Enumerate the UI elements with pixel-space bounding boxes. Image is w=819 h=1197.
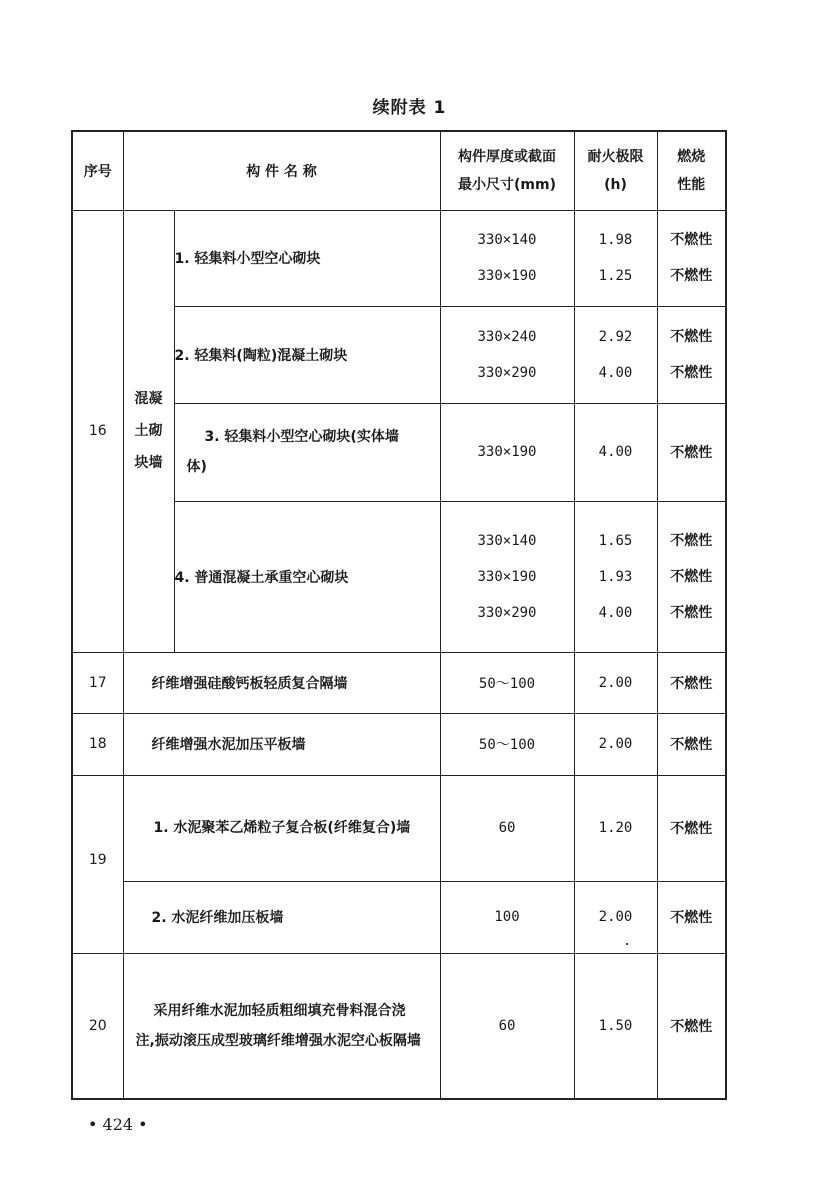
header-no: 序号 — [72, 131, 123, 210]
row16-item4-fire-b: 1.93 — [598, 568, 633, 585]
row16-category-line1: 混凝 — [134, 391, 163, 407]
row16-item2-fire-b: 4.00 — [598, 364, 633, 381]
stray-dot — [626, 943, 628, 945]
row19-item1-fire: 1.20 — [574, 775, 657, 881]
row17-name: 纤维增强硅酸钙板轻质复合隔墙 — [123, 652, 440, 713]
row18-fire: 2.00 — [574, 713, 657, 775]
row19-item2-size: 100 — [440, 881, 574, 953]
header-fire-line2: (h) — [604, 176, 627, 193]
row19-item1-burn: 不燃性 — [657, 775, 726, 881]
row16-item1-size-a: 330×140 — [477, 232, 537, 248]
row16-item1-burn-b: 不燃性 — [670, 268, 713, 284]
row16-item4-fire-a: 1.65 — [598, 532, 633, 549]
row16-item2-fire-a: 2.92 — [598, 328, 633, 345]
header-thickness-line2: 最小尺寸(mm) — [458, 176, 556, 193]
header-row — [72, 131, 726, 210]
row20-burn: 不燃性 — [657, 953, 726, 1099]
header-thickness — [440, 131, 574, 210]
row17-fire: 2.00 — [574, 652, 657, 713]
row16-item1-fire-a: 1.98 — [598, 232, 633, 248]
table-row — [72, 775, 726, 881]
row16-item4-fire-c: 4.00 — [598, 604, 633, 621]
row19-item2-name: 2. 水泥纤维加压板墙 — [123, 881, 440, 953]
row20-size: 60 — [440, 953, 574, 1099]
row16-item3-burn: 不燃性 — [657, 403, 726, 501]
row16-item1-burn — [657, 210, 726, 306]
row16-item2-burn-b: 不燃性 — [670, 364, 713, 381]
row16-item4-burn-c: 不燃性 — [670, 604, 713, 621]
header-name: 构 件 名 称 — [123, 131, 440, 210]
row20-fire: 1.50 — [574, 953, 657, 1099]
header-fire-line1: 耐火极限 — [587, 148, 644, 165]
row16-item1-burn-a: 不燃性 — [670, 232, 713, 248]
row17-size: 50～100 — [440, 652, 574, 713]
row16-item2-fire — [574, 306, 657, 403]
row16-item4-size-c: 330×290 — [477, 604, 537, 621]
header-thickness-line1: 构件厚度或截面 — [458, 148, 556, 165]
row16-item2-name: 2. 轻集料(陶粒)混凝土砌块 — [174, 306, 440, 403]
row19-item2-burn: 不燃性 — [657, 881, 726, 953]
row16-item4-burn-a: 不燃性 — [670, 532, 713, 549]
table-row — [72, 652, 726, 713]
row16-item4-burn-b: 不燃性 — [670, 568, 713, 585]
table-row — [72, 953, 726, 1099]
row16-item4-fire — [574, 501, 657, 652]
table-caption: 续附表 1 — [372, 98, 447, 118]
row18-no: 18 — [72, 713, 123, 775]
row17-burn: 不燃性 — [657, 652, 726, 713]
row18-burn: 不燃性 — [657, 713, 726, 775]
row19-item2-fire: 2.00 — [574, 881, 657, 953]
fire-resistance-table — [71, 130, 727, 1100]
row18-size: 50～100 — [440, 713, 574, 775]
row16-no: 16 — [72, 210, 123, 652]
row16-category-line3: 块墙 — [134, 455, 163, 471]
row19-item1-name: 1. 水泥聚苯乙烯粒子复合板(纤维复合)墙 — [123, 775, 440, 881]
row19-no: 19 — [72, 775, 123, 953]
row16-item3-name: 3. 轻集料小型空心砌块(实体墙体) — [174, 403, 440, 501]
row16-item4-size-b: 330×190 — [477, 568, 537, 585]
row16-item2-burn-a: 不燃性 — [670, 328, 713, 345]
row16-item4-burn — [657, 501, 726, 652]
row16-item1-fire-b: 1.25 — [598, 268, 633, 284]
row16-item4-size-a: 330×140 — [477, 532, 537, 549]
header-burn-line1: 燃烧 — [677, 148, 706, 165]
row16-item2-size-a: 330×240 — [477, 328, 537, 345]
row16-item1-name: 1. 轻集料小型空心砌块 — [174, 210, 440, 306]
header-fire — [574, 131, 657, 210]
table-row — [72, 210, 726, 306]
row16-category-line2: 土砌 — [134, 423, 163, 439]
row16-item2-burn — [657, 306, 726, 403]
row16-item1-fire — [574, 210, 657, 306]
row19-item1-size: 60 — [440, 775, 574, 881]
row16-category — [123, 210, 174, 652]
row16-item2-size-b: 330×290 — [477, 364, 537, 381]
row16-item1-size-b: 330×190 — [477, 268, 537, 284]
page-number: • 424 • — [88, 1115, 148, 1134]
row17-no: 17 — [72, 652, 123, 713]
row20-no: 20 — [72, 953, 123, 1099]
row18-name: 纤维增强水泥加压平板墙 — [123, 713, 440, 775]
row16-item3-size: 330×190 — [440, 403, 574, 501]
header-burn-line2: 性能 — [677, 176, 706, 193]
row20-name: 采用纤维水泥加轻质粗细填充骨料混合浇注,振动滚压成型玻璃纤维增强水泥空心板隔墙 — [123, 953, 440, 1099]
row16-item4-sizes — [440, 501, 574, 652]
row16-item3-fire: 4.00 — [574, 403, 657, 501]
row16-item2-sizes — [440, 306, 574, 403]
header-burn — [657, 131, 726, 210]
row16-item4-name: 4. 普通混凝土承重空心砌块 — [174, 501, 440, 652]
table-row — [72, 713, 726, 775]
row16-item1-sizes — [440, 210, 574, 306]
